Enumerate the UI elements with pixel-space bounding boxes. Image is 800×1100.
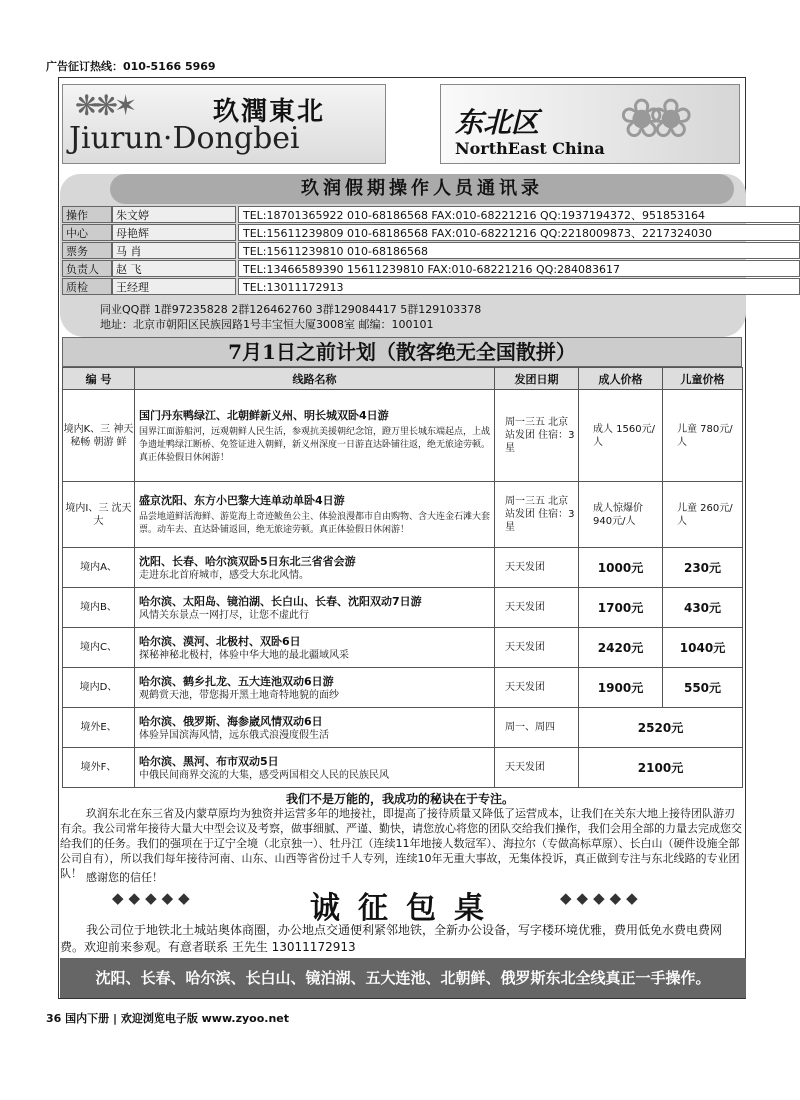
jiurun-logo: [62, 84, 386, 164]
diamond-divider-icon: ◆◆◆◆◆: [112, 889, 195, 907]
depart-date: 周一三五 北京站发团 住宿：3星: [495, 482, 579, 548]
table-row: [63, 708, 743, 748]
child-price: 1040元: [663, 628, 743, 668]
route-desc: 观鹤赏天池，带您揭开黑土地奇特地貌的面纱: [139, 690, 339, 701]
route-desc: 探秘神秘北极村，体验中华大地的最北疆域风采: [139, 650, 349, 661]
contact-role: 质检: [62, 278, 112, 295]
table-row: [63, 588, 743, 628]
adult-price: 1000元: [579, 548, 663, 588]
plan-title: 7月1日之前计划（散客绝无全国散拼）: [62, 337, 742, 367]
route-title: 哈尔滨、太阳岛、镜泊湖、长白山、长春、沈阳双动7日游: [139, 595, 422, 608]
depart-date: 天天发团: [495, 588, 579, 628]
route-code: 境外F、: [63, 748, 135, 788]
child-price: 儿童 780元/人: [663, 390, 743, 482]
route-cell: [135, 482, 495, 548]
contact-name: 母艳辉: [112, 224, 236, 241]
route-code: 境内I、三 沈天 大: [63, 482, 135, 548]
region-cn-name: 东北区: [455, 106, 540, 139]
adult-price: 2420元: [579, 628, 663, 668]
depart-date: 周一、周四: [495, 708, 579, 748]
recruit-body: 我公司位于地铁北土城站奥体商圈，办公地点交通便利紧邻地铁，全新办公设备，写字楼环境优雅，费用低免水费电费网费。欢迎前来参观。有意者联系 王先生 13011172913: [60, 923, 723, 954]
contact-tel: TEL:13466589390 15611239810 FAX:010-68221216 QQ:284083617: [238, 260, 800, 277]
route-cell: [135, 628, 495, 668]
table-row: [63, 390, 743, 482]
table-header-row: [63, 368, 743, 390]
table-row: [63, 748, 743, 788]
route-code: 境外E、: [63, 708, 135, 748]
route-desc: 品尝地道鲜活海鲜、游览海上奇迹鲅鱼公主、体验浪漫都市自由购物、含大连金石滩大套票。动车去、直达卧铺返回，绝无旅途劳顿。真正体验假日休闲游！: [139, 512, 491, 535]
depart-date: 周一三五 北京站发团 住宿：3星: [495, 390, 579, 482]
child-price: 儿童 260元/人: [663, 482, 743, 548]
route-title: 哈尔滨、俄罗斯、海参崴风情双动6日: [139, 715, 323, 728]
magnolia-flower-icon: ❀❀: [619, 87, 678, 150]
region-en-name: NorthEast China: [455, 139, 605, 158]
route-title: 沈阳、长春、哈尔滨双卧5日东北三省省会游: [139, 555, 356, 568]
contact-name: 马 肖: [112, 242, 236, 259]
table-row: [63, 668, 743, 708]
col-route: 线路名称: [135, 368, 495, 390]
bottom-banner: 沈阳、长春、哈尔滨、长白山、镜泊湖、五大连池、北朝鲜、俄罗斯东北全线真正一手操作。: [60, 958, 746, 998]
table-row: [63, 482, 743, 548]
route-desc: 走进东北首府城市，感受大东北风情。: [139, 570, 309, 581]
table-row: [63, 548, 743, 588]
qq-groups: 同业QQ群 1群97235828 2群126462760 3群129084417 5群129103378: [100, 303, 482, 316]
recruit-heading: 诚征包桌: [310, 891, 502, 926]
route-code: 境内B、: [63, 588, 135, 628]
adult-price: 1900元: [579, 668, 663, 708]
adult-price: 成人 1560元/人: [579, 390, 663, 482]
route-title: 哈尔滨、黑河、布市双动5日: [139, 755, 279, 768]
depart-date: 天天发团: [495, 748, 579, 788]
directory-title: 玖润假期操作人员通讯录: [301, 178, 543, 199]
ad-hotline: 广告征订热线：010-5166 5969: [46, 60, 216, 73]
combined-price: 2520元: [579, 708, 743, 748]
route-desc: 国界江面游船河，远观朝鲜人民生活，参观抗美援朝纪念馆，蹬万里长城东端起点，上战争遗址鸭绿江断桥、免签证进入朝鲜，新义州深度一日游直达卧铺往返，绝无旅途劳顿。真正体验假日休闲游！: [139, 426, 491, 463]
adult-price: 1700元: [579, 588, 663, 628]
route-code: 境内D、: [63, 668, 135, 708]
col-date: 发团日期: [495, 368, 579, 390]
route-code: 境内A、: [63, 548, 135, 588]
route-title: 哈尔滨、漠河、北极村、双卧6日: [139, 635, 301, 648]
route-cell: [135, 588, 495, 628]
route-desc: 风情关东景点一网打尽，让您不虚此行: [139, 610, 309, 621]
flower-emblem-icon: ❋❋✶: [75, 89, 134, 122]
depart-date: 天天发团: [495, 668, 579, 708]
company-address: 地址：北京市朝阳区民族园路1号丰宝恒大厦3008室 邮编：100101: [100, 318, 434, 331]
company-intro: 玖润东北在东三省及内蒙草原均为独资并运营多年的地接社，即提高了接待质量又降低了运营成本，让我们在关东大地上接待团队游刃有余。我公司常年接待大量大中型会议及考察，做事细腻、严谨、勤快，请您放心将您的团队交给我们操作，我们会用全部的力量去完成您交给我们的任务。我们的强项在于辽宁全境（北京独一）、牡丹江（连续11年地接人数冠军）、海拉尔（专做高标草原）、长白山（硬件设施全部公司自有），所以我们每年接待河南、山东、山西等省份过千人专列，连续10年无重大事故，无集体投诉，真正做到专注与东北线路的专业团队！: [60, 807, 742, 880]
col-adult-price: 成人价格: [579, 368, 663, 390]
route-cell: [135, 668, 495, 708]
route-title: 国门丹东鸭绿江、北朝鲜新义州、明长城双卧4日游: [139, 408, 389, 422]
route-title: 哈尔滨、鹤乡扎龙、五大连池双动6日游: [139, 675, 334, 688]
route-cell: [135, 548, 495, 588]
northeast-china-logo: [440, 84, 740, 164]
depart-date: 天天发团: [495, 548, 579, 588]
route-desc: 体验异国滨海风情，远东俄式浪漫度假生活: [139, 730, 329, 741]
diamond-divider-icon: ◆◆◆◆◆: [560, 889, 643, 907]
contact-tel: TEL:15611239810 010-68186568: [238, 242, 800, 259]
contact-tel: TEL:18701365922 010-68186568 FAX:010-68221216 QQ:1937194372、951853164: [238, 206, 800, 223]
combined-price: 2100元: [579, 748, 743, 788]
contact-name: 赵 飞: [112, 260, 236, 277]
child-price: 230元: [663, 548, 743, 588]
table-row: [63, 628, 743, 668]
directory-title-bar: [110, 174, 734, 204]
route-cell: [135, 390, 495, 482]
col-code: 编 号: [63, 368, 135, 390]
route-title: 盛京沈阳、东方小巴黎大连单动单卧4日游: [139, 494, 345, 507]
company-motto: 我们不是万能的，我成功的秘诀在于专注。: [285, 792, 514, 806]
thanks-text: 感谢您的信任！: [86, 871, 163, 884]
child-price: 430元: [663, 588, 743, 628]
contact-name: 朱文婷: [112, 206, 236, 223]
logo-en-name: Jiurun·Dongbei: [69, 121, 300, 156]
logo-cn-name: 玖潤東北: [213, 97, 326, 127]
route-desc: 中俄民间商界交流的大集，感受两国相交人民的民族民风: [139, 770, 389, 781]
contact-role: 负责人: [62, 260, 112, 277]
contact-role: 操作: [62, 206, 112, 223]
contact-role: 票务: [62, 242, 112, 259]
contact-tel: TEL:15611239809 010-68186568 FAX:010-68221216 QQ:2218009873、2217324030: [238, 224, 800, 241]
col-child-price: 儿童价格: [663, 368, 743, 390]
contact-tel: TEL:13011172913: [238, 278, 800, 295]
child-price: 550元: [663, 668, 743, 708]
route-code: 境内K、三 神天 秘畅 朝游 鲜: [63, 390, 135, 482]
depart-date: 天天发团: [495, 628, 579, 668]
adult-price: 成人惊爆价 940元/人: [579, 482, 663, 548]
contact-role: 中心: [62, 224, 112, 241]
route-cell: [135, 748, 495, 788]
contact-name: 王经理: [112, 278, 236, 295]
page-footer: 36 国内下册 | 欢迎浏览电子版 www.zyoo.net: [46, 1012, 290, 1025]
route-code: 境内C、: [63, 628, 135, 668]
route-cell: [135, 708, 495, 748]
tour-plan-table: [62, 367, 743, 788]
